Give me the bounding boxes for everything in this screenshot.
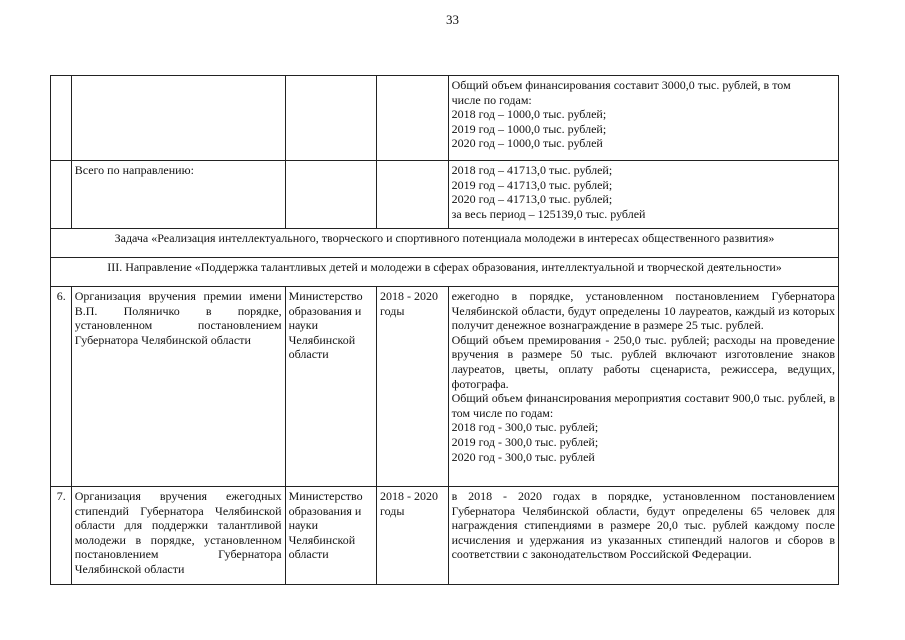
description-paragraph: Общий объем премирования - 250,0 тыс. рублей; расходы на проведение вручения в размере 50 тыс. рублей включают изготовление знаков лауреатов, цветы, оплату работы сценариста, режиссера, ведущих, фотографа.: [451, 332, 835, 391]
text-line: годы: [379, 303, 405, 318]
text-line: 2020 год – 41713,0 тыс. рублей;: [451, 192, 613, 207]
table-row-direction: [51, 258, 839, 287]
table-row-item-7: [51, 487, 839, 585]
text-line: образования и: [288, 303, 362, 318]
text-line: области: [288, 347, 329, 362]
item-name: Организация вручения премии имени В.П. Поляничко в порядке, установленном постановлением Губернатора Челябинской области: [71, 287, 285, 487]
item-number: 6.: [51, 287, 72, 487]
text-line: 2018 год – 1000,0 тыс. рублей;: [451, 107, 607, 122]
text-line: 2018 - 2020: [379, 489, 438, 503]
cell-number: [51, 76, 72, 161]
text-line: 2018 - 2020: [379, 289, 438, 303]
description-paragraph: Общий объем финансирования мероприятия составит 900,0 тыс. рублей, в том числе по годам:: [451, 391, 835, 420]
item-period: [376, 487, 448, 585]
text-line: 2019 год – 1000,0 тыс. рублей;: [451, 121, 607, 136]
table-row-continuation: [51, 76, 839, 161]
page-number: 33: [446, 12, 459, 27]
text-line: науки: [288, 318, 318, 333]
item-number: 7.: [51, 487, 72, 585]
cell-period: [376, 76, 448, 161]
text-line: за весь период – 125139,0 тыс. рублей: [451, 206, 646, 221]
text-line: годы: [379, 503, 405, 518]
item-period: [376, 287, 448, 487]
cell-period: [376, 161, 448, 229]
cell-description: [448, 161, 838, 229]
table-row-item-6: [51, 287, 839, 487]
item-description: [448, 287, 838, 487]
text-line: Министерство: [288, 489, 363, 503]
cell-name: [71, 76, 285, 161]
direction-heading: III. Направление «Поддержка талантливых детей и молодежи в сферах образования, интеллектуальной и творческой деятельности»: [51, 258, 839, 287]
text-line: Челябинской: [288, 332, 356, 347]
program-table: [50, 75, 839, 585]
cell-executor: [285, 161, 376, 229]
item-description: в 2018 - 2020 годах в порядке, установленном постановлением Губернатора Челябинской области, будут определены 65 человек для награждения стипендиями в размере 20,0 тыс. рублей каждому после исчисления и удержания из указанных стипендий налогов и сборов в соответствии с законодательством Российской Федерации.: [448, 487, 838, 585]
text-line: науки: [288, 518, 318, 533]
text-line: Министерство: [288, 289, 363, 303]
item-executor: [285, 287, 376, 487]
text-line: 2018 год - 300,0 тыс. рублей;: [451, 420, 599, 435]
text-line: образования и: [288, 503, 362, 518]
text-line: Общий объем финансирования составит 3000,0 тыс. рублей, в том: [451, 78, 791, 92]
cell-executor: [285, 76, 376, 161]
item-name: Организация вручения ежегодных стипендий Губернатора Челябинской области для поддержки талантливой молодежи в порядке, установленном постановлением Губернатора Челябинской области: [71, 487, 285, 585]
cell-description: [448, 76, 838, 161]
table-row-total: [51, 161, 839, 229]
cell-number: [51, 161, 72, 229]
text-line: области: [288, 547, 329, 562]
text-line: 2020 год – 1000,0 тыс. рублей: [451, 136, 603, 151]
text-line: 2018 год – 41713,0 тыс. рублей;: [451, 163, 613, 177]
item-executor: [285, 487, 376, 585]
table-row-task: [51, 229, 839, 258]
total-label: Всего по направлению:: [71, 161, 285, 229]
text-line: Челябинской: [288, 532, 356, 547]
text-line: 2019 год – 41713,0 тыс. рублей;: [451, 177, 613, 192]
text-line: числе по годам:: [451, 92, 532, 107]
text-line: 2019 год - 300,0 тыс. рублей;: [451, 434, 599, 449]
task-heading: Задача «Реализация интеллектуального, творческого и спортивного потенциала молодежи в интересах общественного развития»: [51, 229, 839, 258]
text-line: 2020 год - 300,0 тыс. рублей: [451, 449, 595, 464]
description-paragraph: ежегодно в порядке, установленном постановлением Губернатора Челябинской области, будут определены 10 лауреатов, каждый из которых получит денежное вознаграждение в размере 25 тыс. рублей.: [451, 289, 835, 333]
